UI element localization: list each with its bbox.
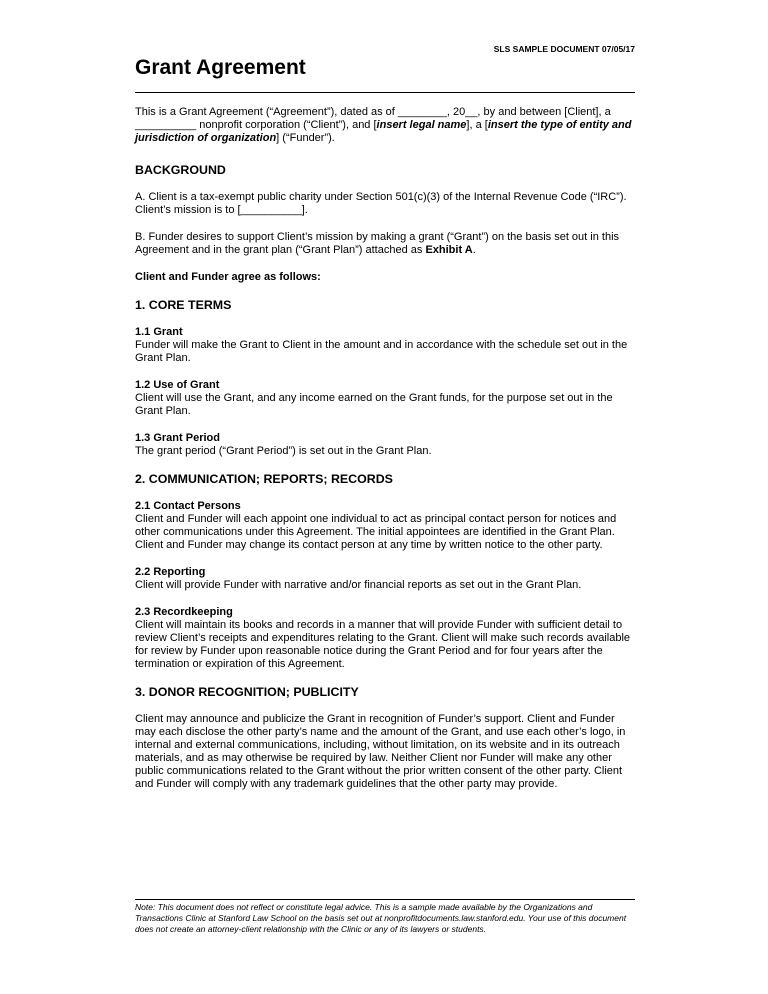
document-body — [135, 106, 635, 791]
document-label: SLS SAMPLE DOCUMENT 07/05/17 — [493, 44, 635, 54]
subsection-1-3-title: 1.3 Grant Period — [135, 432, 220, 444]
section-3-text: Client may announce and publicize the Grant in recognition of Funder’s support. Client and Funder may each disclose the other party’s name and the amount of the Grant, and use each other’s logo, in internal and external communications, including, without limitation, on its website and in its outreach materials, and as may otherwise be required by law. Neither Client nor Funder will make any other public communications related to the Grant without the prior written consent of the other party. Client and Funder will comply with any trademark guidelines that the other party may provide. — [135, 713, 626, 790]
subsection-1-2-title: 1.2 Use of Grant — [135, 379, 220, 391]
subsection-2-3-title: 2.3 Recordkeeping — [135, 606, 233, 618]
footer-divider — [135, 899, 635, 900]
footer-note: Note: This document does not reflect or constitute legal advice. This is a sample made available by the Organizations and Transactions Clinic at Stanford Law School on the basis set out at nonprofitdocuments.law.stanford.edu. Your use of this document does not create an attorney-client relationship with the Clinic or any of its lawyers or students. — [135, 902, 627, 935]
section-2-heading: 2. COMMUNICATION; REPORTS; RECORDS — [135, 472, 393, 486]
background-paragraph-b: B. Funder desires to support Client’s mission by making a grant (“Grant”) on the basis set out in this Agreement and in the grant plan (“Grant Plan”) attached as Exhibit A. — [135, 231, 620, 256]
subsection-1-1-text: Funder will make the Grant to Client in the amount and in accordance with the schedule set out in the Grant Plan. — [135, 339, 628, 364]
subsection-2-2-title: 2.2 Reporting — [135, 566, 206, 578]
subsection-1-1-title: 1.1 Grant — [135, 326, 183, 338]
document-title: Grant Agreement — [135, 56, 306, 79]
intro-paragraph: This is a Grant Agreement (“Agreement”), dated as of ________, 20__, by and between [Client], a __________ nonprofit corporation (“Client”), and [insert legal name], a [insert the type of entity and jurisdiction of organization] (“Funder”). — [135, 106, 632, 144]
exhibit-reference: Exhibit A — [425, 244, 473, 256]
background-heading: BACKGROUND — [135, 163, 226, 177]
section-3-heading: 3. DONOR RECOGNITION; PUBLICITY — [135, 685, 359, 699]
subsection-2-1-text: Client and Funder will each appoint one individual to act as principal contact person for notices and other communications under this Agreement. The initial appointees are identified in the Grant Plan. Client and Funder may change its contact person at any time by written notice to the other party. — [135, 513, 617, 551]
subsection-2-3-text: Client will maintain its books and records in a manner that will provide Funder with sufficient detail to review Client’s receipts and expenditures relating to the Grant. Client will make such records available for review by Funder upon reasonable notice during the Grant Period and for four years after the termination or expiration of this Agreement. — [135, 619, 631, 670]
title-divider — [135, 92, 635, 93]
subsection-1-3-text: The grant period (“Grant Period”) is set out in the Grant Plan. — [135, 445, 432, 457]
section-1-heading: 1. CORE TERMS — [135, 298, 232, 312]
placeholder-legal-name: insert legal name — [376, 119, 467, 131]
agreement-lead-in: Client and Funder agree as follows: — [135, 271, 321, 283]
background-paragraph-a: A. Client is a tax-exempt public charity under Section 501(c)(3) of the Internal Revenue Code (“IRC”). Client’s mission is to [__________]. — [135, 191, 627, 216]
placeholder-entity-type: insert the type of entity and jurisdiction of organization — [135, 119, 632, 144]
subsection-1-2-text: Client will use the Grant, and any income earned on the Grant funds, for the purpose set out in the Grant Plan. — [135, 392, 613, 417]
subsection-2-1-title: 2.1 Contact Persons — [135, 500, 241, 512]
subsection-2-2-text: Client will provide Funder with narrative and/or financial reports as set out in the Grant Plan. — [135, 579, 582, 591]
